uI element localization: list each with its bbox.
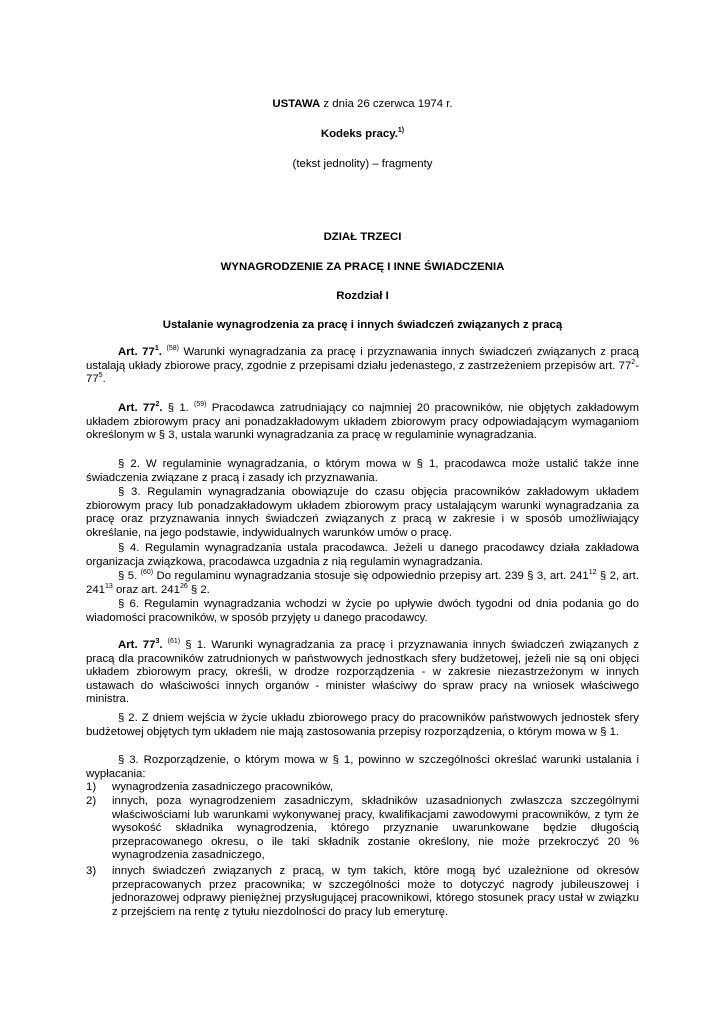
list-item (86, 795, 639, 863)
article-label: Art. $77^2$. (118, 401, 163, 414)
article-77-2-par-3: § 3. Regulamin wynagradzania obowiązuje do czasu objęcia pracowników zakładowym układem zbiorowym pracy lub ponadzakładowym układem zbiorowym pracy ustalającym warunki wynagradzania za pracę oraz przyznawania innych świadczeń związanych z pracą w zakresie i w sposób umożliwiający określanie, na jego podstawie, indywidualnych warunków umów o pracę. (86, 486, 639, 539)
amendment-ref: (59) (194, 401, 207, 408)
article-77-3-par-1: Art. $77^3$. $^{(61)}$ § 1. Warunki wynagradzania za pracę i przyznawania innych świadczeń związanych z pracą dla pracowników zatrudnionych w państwowych jednostkach sfery budżetowej, jeżeli nie są oni objęci układem zbiorowym pracy, określi, w drodze rozporządzenia - w zakresie niezastrzeżonym w innych ustawach do właściwości innych organów - minister właściwy do spraw pracy na wniosek właściwego ministra. (86, 638, 640, 706)
article-77-2-par-1: Art. $77^2$. § 1. $^{(59)}$ Pracodawca zatrudniający co najmniej 20 pracowników, nie objętych zakładowym układem zbiorowym pracy ani ponadzakładowym układem zbiorowym pracy odpowiadającym wymaganiom określonym w § 3, ustala warunki wynagradzania za pracę w regulaminie wynagradzania. (86, 401, 639, 442)
article-77-1: Art. $77^1$. $^{(58)}$ Warunki wynagradzania za pracę i przyznawania innych świadczeń związanych z pracą ustalają układy zbiorowe pracy, zgodnie z przepisami działu jedenastego, z zastrzeżeniem przepisów art. $77^2-77^5$. (86, 345, 640, 386)
subtitle: (tekst jednolity) – fragmenty (292, 158, 433, 170)
list-item-number: 1) (86, 781, 97, 793)
article-label: Art. $77^1$. (118, 345, 162, 358)
list-item-text: innych świadczeń związanych z pracą, w tym takich, które mogą być uzależnione od okresów przepracowanych przez pracownika; w szczególności może to dotyczyć nagrody jubileuszowej i jednorazowej odprawy pieniężnej przysługującej pracownikowi, którego stosunek pracy ustał w związku z przejściem na rentę z tytułu niezdolności do pracy lub emeryturę. (112, 865, 639, 918)
list-item-number: 3) (86, 865, 97, 877)
list-item-number: 2) (86, 795, 97, 807)
act-heading (86, 98, 639, 112)
article-77-2-par-5: § 5. $^{(60)}$ Do regulaminu wynagradzania stosuje się odpowiednio przepisy art. 239 § 3, art. $241^{12}$ § 2, art. $241^{13}$ oraz art. $241^{26}$ § 2. (86, 569, 640, 596)
act-word: USTAWA (272, 98, 321, 110)
article-77-2-par-2: § 2. W regulaminie wynagradzania, o którym mowa w § 1, pracodawca może ustalić także inne świadczenia związane z pracą i zasady ich przyznawania. (86, 458, 639, 484)
article-77-3-par-3: § 3. Rozporządzenie, o którym mowa w § 1, powinno w szczególności określać warunki ustalania i wypłacania: (86, 754, 639, 780)
division-heading: DZIAŁ TRZECI (323, 231, 402, 243)
list-item-text: innych, poza wynagrodzeniem zasadniczym, składników uzasadnionych zwłaszcza szczególnymi właściwościami lub warunkami wykonywanej pracy, kwalifikacjami zawodowymi pracowników, z tym że wysokość składnika wynagrodzenia, którego przyznanie uwarunkowane będzie długością przepracowanego okresu, o ile taki składnik zostanie określony, nie może przekroczyć 20 % wynagrodzenia zasadniczego, (112, 795, 639, 862)
amendment-ref: (58) (166, 345, 179, 352)
amendment-ref: (60) (140, 569, 154, 576)
amendment-ref: (61) (167, 638, 181, 645)
act-date: z dnia 26 czerwca 1974 r. (320, 98, 453, 110)
footnote-ref: 1) (397, 127, 405, 134)
code-title (86, 128, 639, 142)
article-77-2-par-6: § 6. Regulamin wynagradzania wchodzi w życie po upływie dwóch tygodni od dnia podania go do wiadomości pracowników, w sposób przyjęty u danego pracodawcy. (86, 598, 639, 624)
article-77-2-par-4: § 4. Regulamin wynagradzania ustala pracodawca. Jeżeli u danego pracodawcy działa zakładowa organizacja związkowa, pracodawca uzgadnia z nią regulamin wynagradzania. (86, 542, 639, 568)
list-item (86, 865, 639, 919)
article-label: Art. $77^3$. (118, 638, 163, 651)
list-item-text: wynagrodzenia zasadniczego pracowników, (112, 781, 333, 793)
chapter-title: Ustalanie wynagrodzenia za pracę i innych świadczeń związanych z pracą (162, 319, 563, 331)
article-77-3-par-2: § 2. Z dniem wejścia w życie układu zbiorowego pracy do pracowników państwowych jednostek sfery budżetowej objętych tym układem nie mają zastosowania przepisy rozporządzenia, o którym mowa w § 1. (86, 712, 639, 738)
list-item (86, 781, 639, 795)
chapter-heading: Rozdział I (336, 290, 389, 302)
division-title: WYNAGRODZENIE ZA PRACĘ I INNE ŚWIADCZENIA (220, 261, 505, 273)
code-title-text: Kodeks pracy. (320, 128, 398, 140)
